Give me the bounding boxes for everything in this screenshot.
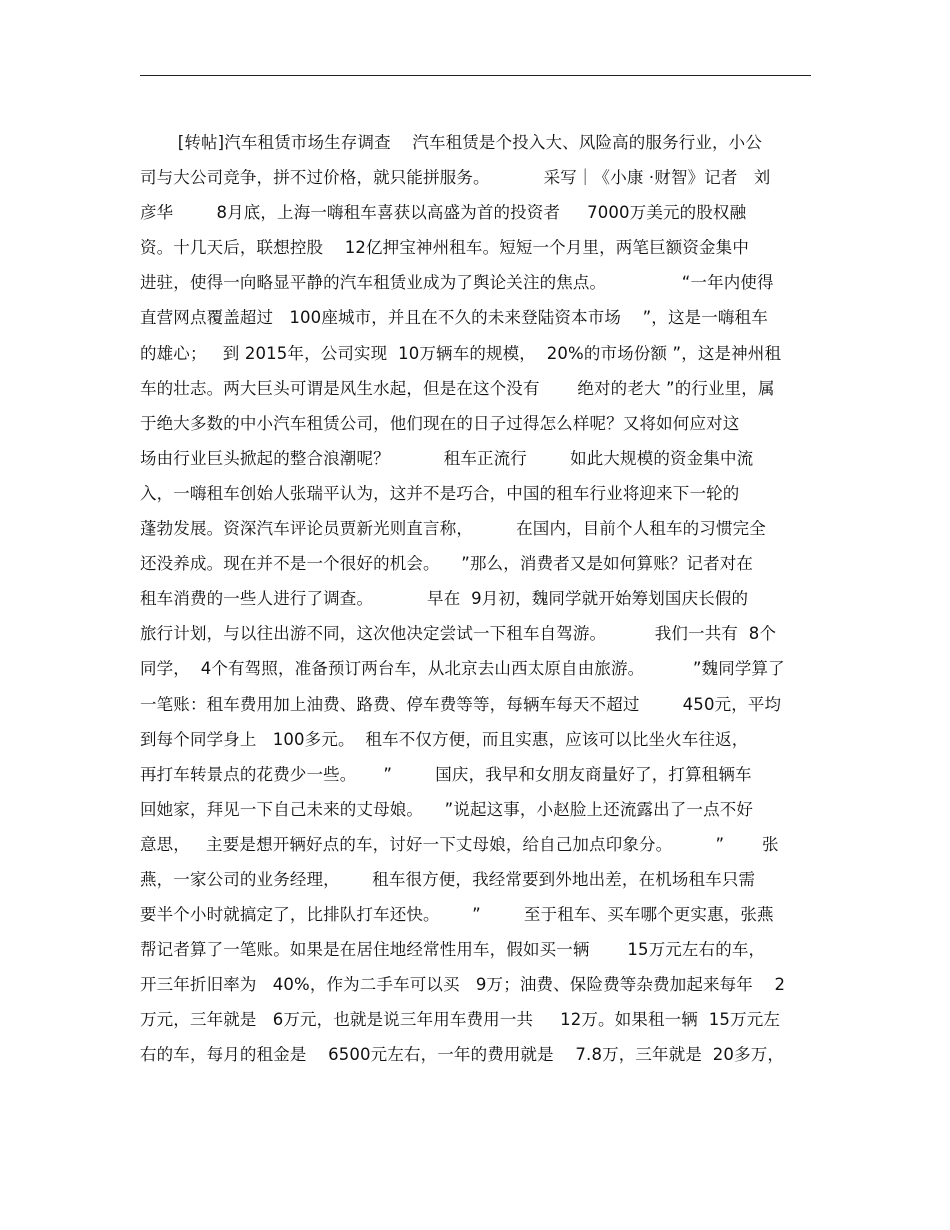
text-line: 车的壮志。两大巨头可谓是风生水起，但是在这个没有 绝对的老大 ”的行业里，属 <box>140 378 775 398</box>
text-line: 开三年折旧率为 40%，作为二手车可以买 9万；油费、保险费等杂费加起来每年 2 <box>140 975 786 995</box>
text-line: 再打车转景点的花费少一些。 ” 国庆，我早和女朋友商量好了，打算租辆车 <box>140 764 752 784</box>
text-line: 的雄心； 到 2015年，公司实现 10万辆车的规模， 20%的市场份额 ”，这是神州租 <box>140 343 782 363</box>
text-line: 蓬勃发展。资深汽车评论员贾新光则直言称， 在国内，目前个人租车的习惯完全 <box>140 519 766 539</box>
text-line: 资。十几天后，联想控股 12亿押宝神州租车。短短一个月里，两笔巨额资金集中 <box>140 238 749 258</box>
text-line: 帮记者算了一笔账。如果是在居住地经常性用车，假如买一辆 15万元左右的车， <box>140 940 766 960</box>
text-line: 场由行业巨头掀起的整合浪潮呢？ 租车正流行 如此大规模的资金集中流 <box>140 448 754 468</box>
text-line: 于绝大多数的中小汽车租赁公司，他们现在的日子过得怎么样呢？又将如何应对这 <box>140 413 740 433</box>
text-line: 旅行计划，与以往出游不同，这次他决定尝试一下租车自驾游。 我们一共有 8个 <box>140 624 777 644</box>
text-line: 燕，一家公司的业务经理， 租车很方便，我经常要到外地出差，在机场租车只需 <box>140 869 756 889</box>
article-body <box>140 125 820 1073</box>
text-line: 一笔账：租车费用加上油费、路费、停车费等等，每辆车每天不超过 450元，平均 <box>140 694 782 714</box>
text-line: 入，一嗨租车创始人张瑞平认为，这并不是巧合，中国的租车行业将迎来下一轮的 <box>140 483 740 503</box>
text-line: 还没养成。现在并不是一个很好的机会。 ”那么，消费者又是如何算账？记者对在 <box>140 554 754 574</box>
text-line: 司与大公司竞争，拼不过价格，就只能拼服务。 采写｜《小康 ·财智》记者 刘 <box>140 168 771 188</box>
text-line: 要半个小时就搞定了，比排队打车还快。 ” 至于租车、买车哪个更实惠，张燕 <box>140 905 774 925</box>
text-line: 租车消费的一些人进行了调查。 早在 9月初，魏同学就开始筹划国庆长假的 <box>140 589 749 609</box>
text-line: 进驻，使得一向略显平静的汽车租赁业成为了舆论关注的焦点。 “一年内使得 <box>140 273 774 293</box>
header-rule <box>140 75 811 76</box>
text-line: 直营网点覆盖超过 100座城市，并且在不久的未来登陆资本市场 ”，这是一嗨租车 <box>140 308 768 328</box>
text-line: 到每个同学身上 100多元。 租车不仅方便，而且实惠，应该可以比坐火车往返， <box>140 729 749 749</box>
text-line: 右的车，每月的租金是 6500元左右，一年的费用就是 7.8万，三年就是 20多万， <box>140 1045 785 1065</box>
text-line: 万元，三年就是 6万元，也就是说三年用车费用一共 12万。如果租一辆 15万元左 <box>140 1010 780 1030</box>
text-line: [转帖]汽车租赁市场生存调查 汽车租赁是个投入大、风险高的服务行业，小公 <box>140 133 762 152</box>
text-line: 意思， 主要是想开辆好点的车，讨好一下丈母娘，给自己加点印象分。 ” 张 <box>140 834 779 854</box>
text-line: 彦华 8月底，上海一嗨租车喜获以高盛为首的投资者 7000万美元的股权融 <box>140 203 747 223</box>
text-line: 同学， 4个有驾照，准备预订两台车，从北京去山西太原自由旅游。 ”魏同学算了 <box>140 659 785 679</box>
text-line: 回她家，拜见一下自己未来的丈母娘。 ”说起这事，小赵脸上还流露出了一点不好 <box>140 799 754 819</box>
